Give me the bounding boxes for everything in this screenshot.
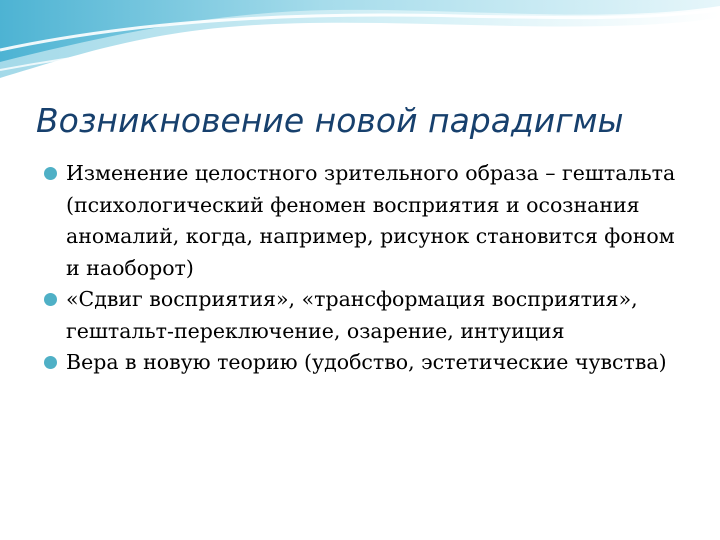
bullet-marker-icon [44, 293, 57, 306]
header-wave-decoration [0, 0, 720, 95]
bullet-text-1: Изменение целостного зрительного образа – гештальта (психологический феномен восприятия и осознания аномалий, когда, например, рисунок становится фоном и наоборот) [66, 161, 676, 280]
bullet-text-3: Вера в новую теорию (удобство, эстетические чувства) [66, 350, 667, 374]
bullet-item-2 [44, 284, 684, 347]
bullet-text-2: «Сдвиг восприятия», «трансформация восприятия», гештальт-переключение, озарение, интуиция [66, 287, 638, 343]
slide-title: Возникновение новой парадигмы [36, 101, 624, 140]
bullet-list [44, 158, 684, 379]
bullet-marker-icon [44, 356, 57, 369]
bullet-item-3 [44, 347, 684, 379]
bullet-item-1 [44, 158, 684, 284]
bullet-marker-icon [44, 167, 57, 180]
